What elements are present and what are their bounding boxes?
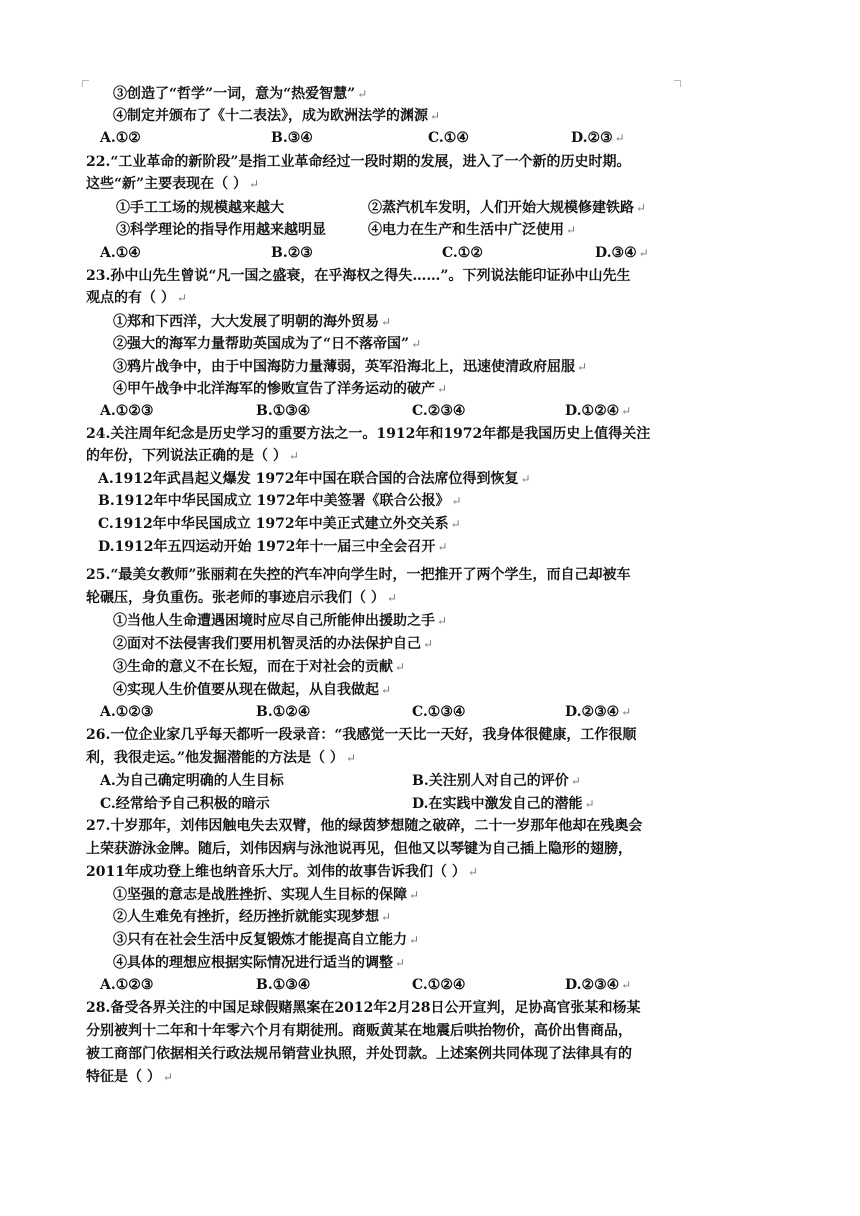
- q24-stem-line-2: 的年份，下列说法正确的是（ ） ↵: [86, 448, 299, 464]
- q25-stem-line-1: 25.“最美女教师”张丽莉在失控的汽车冲向学生时，一把推开了两个学生，而自己却被车: [86, 567, 631, 583]
- q27-option-d: D.②③④ ↵: [565, 977, 632, 993]
- q23-item-4: ④甲午战争中北洋海军的惨败宣告了洋务运动的破产 ↵: [113, 381, 448, 397]
- q27-stem-line-2: 上荣获游泳金牌。随后，刘伟因病与泳池说再见，但他又以琴键为自己插上隐形的翅膀，: [86, 841, 632, 857]
- q22-option-a: A.①④: [100, 245, 141, 261]
- q27-option-a: A.①②③: [100, 977, 154, 993]
- q25-option-d: D.②③④ ↵: [565, 704, 632, 720]
- q22-option-c: C.①②: [442, 245, 483, 261]
- q25-item-1: ①当他人生命遭遇困境时应尽自己所能伸出援助之手 ↵: [113, 613, 448, 629]
- q25-item-4: ④实现人生价值要从现在做起，从自我做起 ↵: [113, 682, 392, 698]
- q25-option-a: A.①②③: [100, 704, 154, 720]
- q27-stem-line-3: 2011年成功登上维也纳音乐大厅。刘伟的故事告诉我们（ ） ↵: [86, 864, 478, 880]
- q21-item-3: ③创造了“哲学”一词，意为“热爱智慧” ↵: [113, 86, 368, 102]
- q23-option-d: D.①②④ ↵: [565, 403, 632, 419]
- q23-stem-line-2: 观点的有（ ） ↵: [86, 290, 187, 306]
- q28-stem-line-4: 特征是（ ） ↵: [86, 1069, 173, 1085]
- q23-item-2: ②强大的海军力量帮助英国成为了“日不落帝国” ↵: [113, 336, 422, 352]
- q24-option-d: D.1912年五四运动开始 1972年十一届三中全会召开 ↵: [98, 539, 448, 555]
- q26-option-b: B.关注别人对自己的评价 ↵: [412, 773, 581, 789]
- q27-option-b: B.①③④: [256, 977, 311, 993]
- q21-option-c: C.①④: [428, 130, 469, 146]
- q23-item-1: ①郑和下西洋，大大发展了明朝的海外贸易 ↵: [113, 314, 392, 330]
- q27-stem-line-1: 27.十岁那年，刘伟因触电失去双臂，他的绿茵梦想随之破碎，二十一岁那年他却在残奥会: [86, 818, 643, 834]
- q24-option-c: C.1912年中华民国成立 1972年中美正式建立外交关系 ↵: [98, 516, 461, 532]
- q25-item-2: ②面对不法侵害我们要用机智灵活的办法保护自己 ↵: [113, 636, 434, 652]
- q27-item-4: ④具体的理想应根据实际情况进行适当的调整 ↵: [113, 955, 406, 971]
- q23-option-a: A.①②③: [100, 403, 154, 419]
- q22-stem-line-1: 22.“工业革命的新阶段”是指工业革命经过一段时期的发展，进入了一个新的历史时期。: [86, 154, 631, 170]
- q27-option-c: C.①②④: [412, 977, 466, 993]
- q23-option-c: C.②③④: [412, 403, 466, 419]
- corner-mark-right: [674, 80, 681, 87]
- q26-stem-line-1: 26.一位企业家几乎每天都听一段录音：“我感觉一天比一天好，我身体很健康，工作很顺: [86, 727, 637, 743]
- q25-option-c: C.①③④: [412, 704, 466, 720]
- q26-option-d: D.在实践中激发自己的潜能 ↵: [412, 796, 595, 812]
- q21-option-a: A.①②: [100, 130, 141, 146]
- q22-item-3: ③科学理论的指导作用越来越明显: [116, 222, 326, 238]
- q21-option-d: D.②③ ↵: [571, 130, 625, 146]
- q22-stem-line-2: 这些“新”主要表现在（ ） ↵: [86, 176, 260, 192]
- q22-option-b: B.②③: [271, 245, 313, 261]
- q26-option-c: C.经常给予自己积极的暗示: [100, 796, 270, 812]
- q27-item-2: ②人生难免有挫折，经历挫折就能实现梦想 ↵: [113, 909, 392, 925]
- q27-item-1: ①坚强的意志是战胜挫折、实现人生目标的保障 ↵: [113, 887, 420, 903]
- q24-option-b: B.1912年中华民国成立 1972年中美签署《联合公报》 ↵: [98, 493, 462, 509]
- q22-option-d: D.③④ ↵: [595, 245, 649, 261]
- q21-option-b: B.③④: [271, 130, 313, 146]
- q23-option-b: B.①③④: [256, 403, 311, 419]
- q22-item-4: ④电力在生产和生活中广泛使用 ↵: [368, 222, 577, 238]
- q26-option-a: A.为自己确定明确的人生目标: [100, 773, 284, 789]
- corner-mark-left: [82, 80, 89, 87]
- q28-stem-line-1: 28.备受各界关注的中国足球假赌黑案在2012年2月28日公开宣判，足协高官张某和杨某: [86, 1000, 641, 1016]
- q25-item-3: ③生命的意义不在长短，而在于对社会的贡献 ↵: [113, 659, 406, 675]
- q22-item-2: ②蒸汽机车发明，人们开始大规模修建铁路 ↵: [368, 200, 647, 216]
- q23-item-3: ③鸦片战争中，由于中国海防力量薄弱，英军沿海北上，迅速使清政府屈服 ↵: [113, 359, 588, 375]
- q22-item-1: ①手工工场的规模越来越大: [116, 200, 284, 216]
- q23-stem-line-1: 23.孙中山先生曾说“凡一国之盛衰，在乎海权之得失……”。下列说法能印证孙中山先生: [86, 268, 631, 284]
- q28-stem-line-3: 被工商部门依据相关行政法规吊销营业执照，并处罚款。上述案例共同体现了法律具有的: [86, 1046, 632, 1062]
- q21-item-4: ④制定并颁布了《十二表法》，成为欧洲法学的渊源 ↵: [113, 108, 441, 124]
- q25-option-b: B.①②④: [256, 704, 311, 720]
- q25-stem-line-2: 轮碾压，身负重伤。张老师的事迹启示我们（ ） ↵: [86, 590, 397, 606]
- q24-stem-line-1: 24.关注周年纪念是历史学习的重要方法之一。1912年和1972年都是我国历史上值得关注: [86, 426, 651, 442]
- q24-option-a: A.1912年武昌起义爆发 1972年中国在联合国的合法席位得到恢复 ↵: [98, 471, 531, 487]
- q27-item-3: ③只有在社会生活中反复锻炼才能提高自立能力 ↵: [113, 932, 420, 948]
- q26-stem-line-2: 利，我很走运。”他发掘潜能的方法是（ ） ↵: [86, 750, 356, 766]
- q28-stem-line-2: 分别被判十二年和十年零六个月有期徒刑。商贩黄某在地震后哄抬物价，高价出售商品，: [86, 1023, 632, 1039]
